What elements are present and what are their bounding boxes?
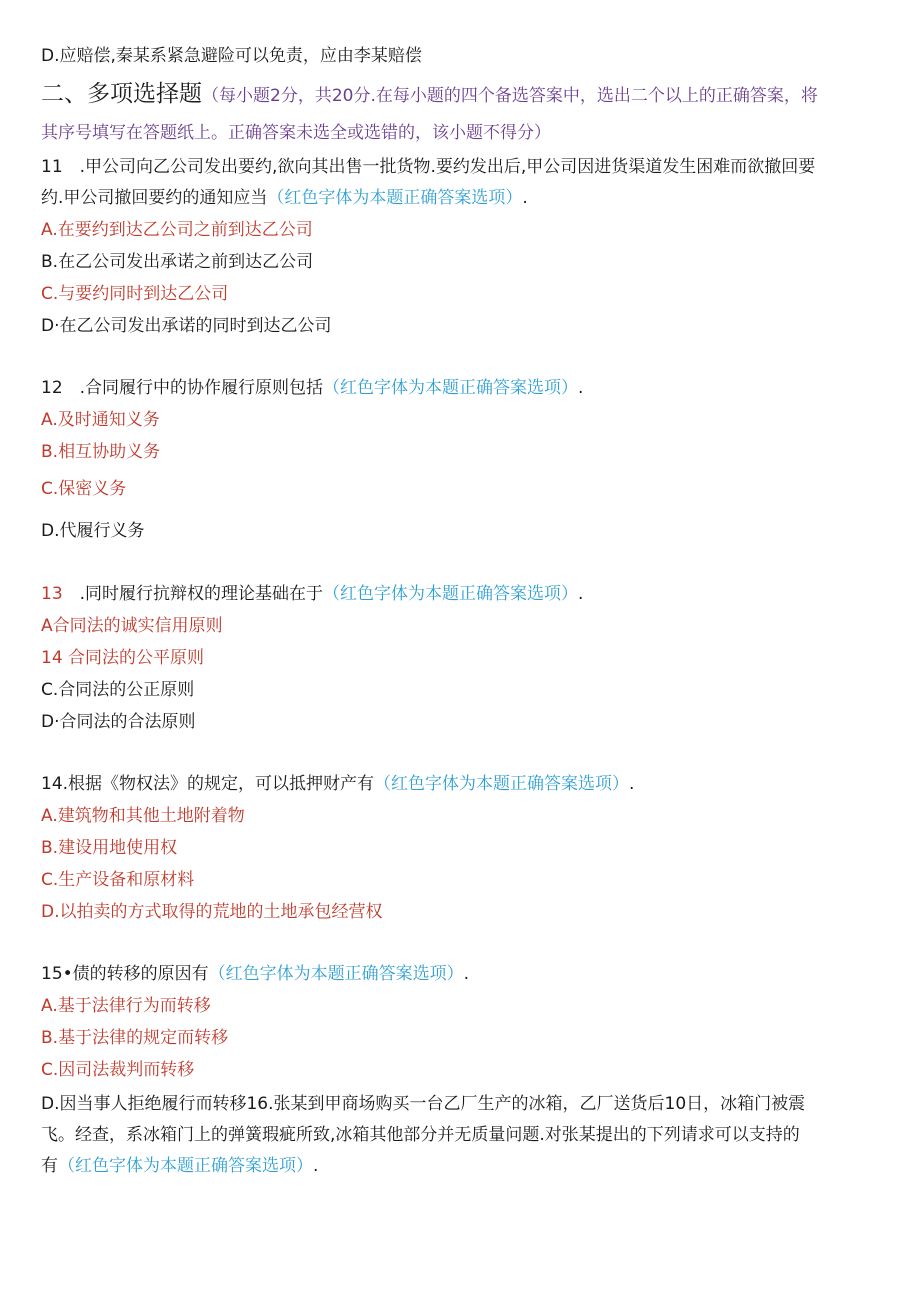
q11-tail: . [522, 188, 528, 208]
q15-stem-text: 15•债的转移的原因有 [41, 964, 209, 984]
q15-option-c: C.因司法裁判而转移 [41, 1060, 195, 1080]
q13-stem [41, 582, 583, 606]
q14-option-c: C.生产设备和原材料 [41, 870, 195, 890]
q16-hint: （红色字体为本题正确答案选项） [58, 1156, 313, 1176]
q13-number: 13 [41, 584, 63, 604]
section-title: 二、多项选择题 [41, 81, 202, 107]
q11-stem-line1: 11 .甲公司向乙公司发出要约,欲向其出售一批货物.要约发出后,甲公司因进货渠道发生困难而欲撤回要 [41, 157, 816, 177]
q12-hint: （红色字体为本题正确答案选项） [323, 378, 579, 398]
q13-stem-text: .同时履行抗辩权的理论基础在于 [62, 584, 324, 604]
q13-tail: . [578, 584, 584, 604]
q12-tail: . [578, 378, 584, 398]
q12-option-b: B.相互协助义务 [41, 442, 161, 462]
section-note-continued: 其序号填写在答题纸上。正确答案未选全或选错的，该小题不得分） [41, 123, 551, 143]
q16-tail: . [313, 1156, 319, 1176]
q12-option-d: D.代履行义务 [41, 521, 145, 541]
q11-option-c: C.与要约同时到达乙公司 [41, 284, 229, 304]
q16-stem-line2: 飞。经查，系冰箱门上的弹簧瑕疵所致,冰箱其他部分并无质量问题.对张某提出的下列请求可以支持的 [41, 1125, 800, 1145]
q15-stem [41, 962, 469, 986]
q11-option-a: A.在要约到达乙公司之前到达乙公司 [41, 220, 313, 240]
section-heading-line [41, 82, 818, 108]
q16-stem-line3 [41, 1154, 318, 1178]
q13-option-a: A合同法的诚实信用原则 [41, 616, 223, 636]
q15-hint: （红色字体为本题正确答案选项） [208, 964, 464, 984]
q13-option-d: D·合同法的合法原则 [41, 712, 196, 732]
q11-stem-line2 [41, 186, 528, 210]
q12-stem [41, 376, 583, 400]
q11-hint: （红色字体为本题正确答案选项） [267, 188, 523, 208]
q13-option-c: C.合同法的公正原则 [41, 680, 195, 700]
q15-tail: . [463, 964, 470, 984]
q14-stem [41, 772, 634, 796]
q13-hint: （红色字体为本题正确答案选项） [323, 584, 579, 604]
q15-option-b: B.基于法律的规定而转移 [41, 1028, 229, 1048]
prev-option-d: D.应赔偿,秦某系紧急避险可以免责，应由李某赔偿 [41, 46, 422, 66]
q12-option-a: A.及时通知义务 [41, 410, 160, 430]
q15-option-a: A.基于法律行为而转移 [41, 996, 211, 1016]
q14-tail: . [629, 774, 635, 794]
q12-option-c: C.保密义务 [41, 479, 127, 499]
q11-stem-text: 约.甲公司撤回要约的通知应当 [41, 188, 268, 208]
q14-option-b: B.建设用地使用权 [41, 838, 178, 858]
q11-option-d: D·在乙公司发出承诺的同时到达乙公司 [41, 316, 332, 336]
q11-option-b: B.在乙公司发出承诺之前到达乙公司 [41, 252, 314, 272]
q14-option-d: D.以拍卖的方式取得的荒地的土地承包经营权 [41, 902, 383, 922]
q14-option-a: A.建筑物和其他土地附着物 [41, 806, 245, 826]
q14-stem-text: 14.根据《物权法》的规定，可以抵押财产有 [41, 774, 375, 794]
q13-option-b: 14 合同法的公平原则 [41, 648, 205, 668]
q12-stem-text: 12 .合同履行中的协作履行原则包括 [41, 378, 324, 398]
section-note: （每小题2分，共20分.在每小题的四个备选答案中，选出二个以上的正确答案，将 [202, 86, 818, 106]
q14-hint: （红色字体为本题正确答案选项） [374, 774, 630, 794]
q16-stem-text: 有 [41, 1156, 58, 1176]
q15-option-d-line1: D.因当事人拒绝履行而转移16.张某到甲商场购买一台乙厂生产的冰箱，乙厂送货后10日，冰箱门被震 [41, 1094, 806, 1114]
